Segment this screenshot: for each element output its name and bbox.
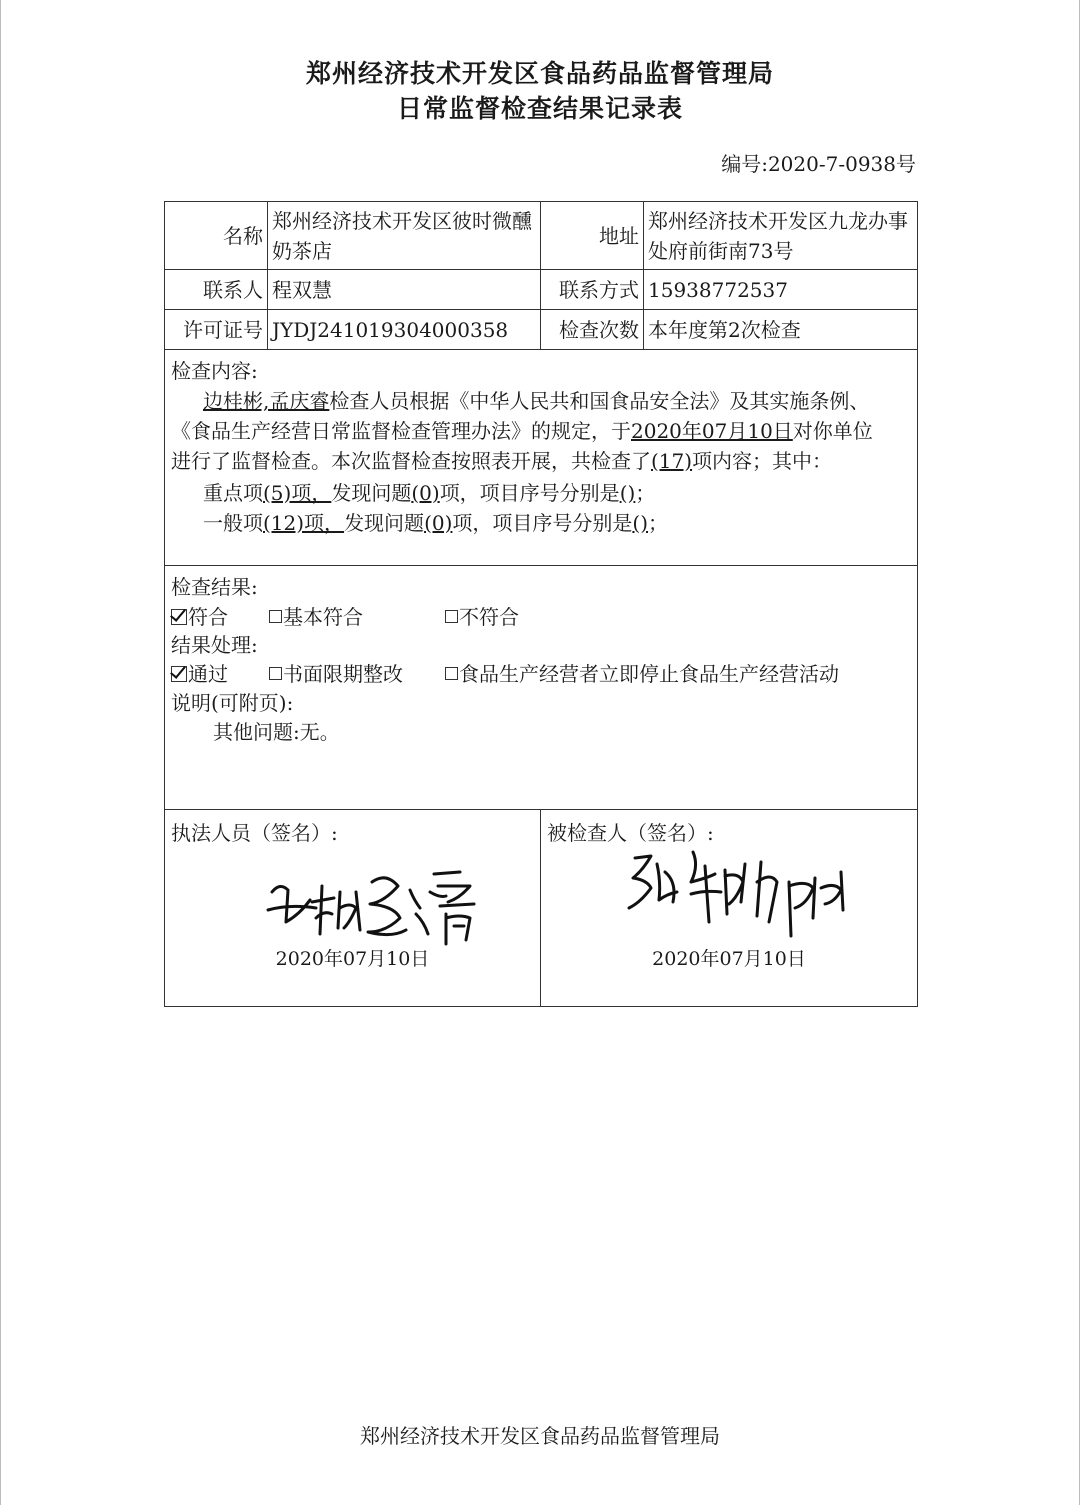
- inspected-signature-date: 2020年07月10日: [652, 948, 806, 970]
- handling-option-rectify: 书面限期整改: [269, 659, 403, 689]
- contact-phone: 15938772537: [644, 270, 918, 310]
- result-heading: 检查结果:: [171, 575, 258, 599]
- inspected-signature-cell: [541, 810, 918, 1007]
- phone-label: 联系方式: [541, 270, 644, 310]
- contact-label: 联系人: [165, 270, 268, 310]
- document-title-form: 日常监督检查结果记录表: [396, 94, 683, 123]
- content-paragraph-line2: 《食品生产经营日常监督检查管理办法》的规定，于2020年07月10日对你单位: [171, 419, 873, 443]
- inspection-content-section: [165, 350, 918, 566]
- checkbox-icon: [445, 610, 458, 623]
- general-items-line: 一般项(12)项，发现问题(0)项，项目序号分别是()；: [203, 511, 669, 535]
- key-items-count: (5)项，: [263, 481, 332, 505]
- checkbox-icon: [445, 667, 458, 680]
- footer-agency: 郑州经济技术开发区食品药品监督管理局: [360, 1424, 720, 1448]
- general-items-count: (12)项，: [263, 511, 345, 535]
- key-items-line: 重点项(5)项，发现问题(0)项，项目序号分别是()；: [203, 481, 656, 505]
- content-paragraph-line1: 边桂彬,孟庆睿检查人员根据《中华人民共和国食品安全法》及其实施条例、: [203, 389, 870, 413]
- license-label: 许可证号: [165, 310, 268, 350]
- content-heading: 检查内容:: [171, 359, 258, 383]
- checked-box-icon: [171, 666, 187, 682]
- result-option-pass: 符合: [171, 602, 228, 632]
- inspection-count: 本年度第2次检查: [644, 310, 918, 350]
- name-label: 名称: [165, 202, 268, 270]
- content-paragraph-line3: 进行了监督检查。本次监督检查按照表开展，共检查了(17)项内容；其中：: [171, 449, 833, 473]
- license-number: JYDJ24101930400035​8: [268, 310, 541, 350]
- inspection-result-section: [165, 566, 918, 810]
- officer-signature-date: 2020年07月10日: [275, 948, 430, 970]
- checkbox-icon: [269, 667, 282, 680]
- inspection-count-label: 检查次数: [541, 310, 644, 350]
- note-label: 说明(可附页):: [171, 691, 294, 715]
- business-name: 郑州经济技术开发区彼时微醺奶茶店: [268, 202, 541, 270]
- officer-signature-cell: [165, 810, 541, 1007]
- address-label: 地址: [541, 202, 644, 270]
- handling-option-pass: 通过: [171, 659, 228, 689]
- checked-box-icon: [171, 609, 187, 625]
- document-title-agency: 郑州经济技术开发区食品药品监督管理局: [305, 59, 774, 88]
- key-items-problems: (0): [411, 481, 440, 505]
- key-items-list: (): [619, 481, 636, 505]
- result-option-basic: 基本符合: [269, 602, 363, 632]
- total-items: (17): [651, 449, 693, 473]
- general-items-problems: (0): [424, 511, 453, 535]
- serial-number: 编号:2020-7-0938号: [721, 152, 916, 176]
- inspection-record-table: [164, 201, 918, 1007]
- inspector-names: 边桂彬,孟庆睿: [203, 389, 330, 413]
- officer-handwritten-signature: [260, 852, 500, 947]
- contact-person: 程双慧: [268, 270, 541, 310]
- result-option-fail: 不符合: [445, 602, 519, 632]
- inspection-date: 2020年07月10日: [631, 419, 793, 443]
- note-text: 其他问题:无。: [213, 720, 340, 744]
- checkbox-icon: [269, 610, 282, 623]
- general-items-list: (): [632, 511, 649, 535]
- handling-option-stop: 食品生产经营者立即停止食品生产经营活动: [445, 659, 839, 689]
- inspected-handwritten-signature: [621, 842, 861, 952]
- officer-signature-label: 执法人员（签名）:: [171, 821, 338, 845]
- inspected-signature-label: 被检查人（签名）:: [547, 821, 714, 845]
- business-address: 郑州经济技术开发区九龙办事处府前街南73号: [644, 202, 918, 270]
- handling-heading: 结果处理:: [171, 633, 258, 657]
- page-edge-left: [0, 0, 1, 1505]
